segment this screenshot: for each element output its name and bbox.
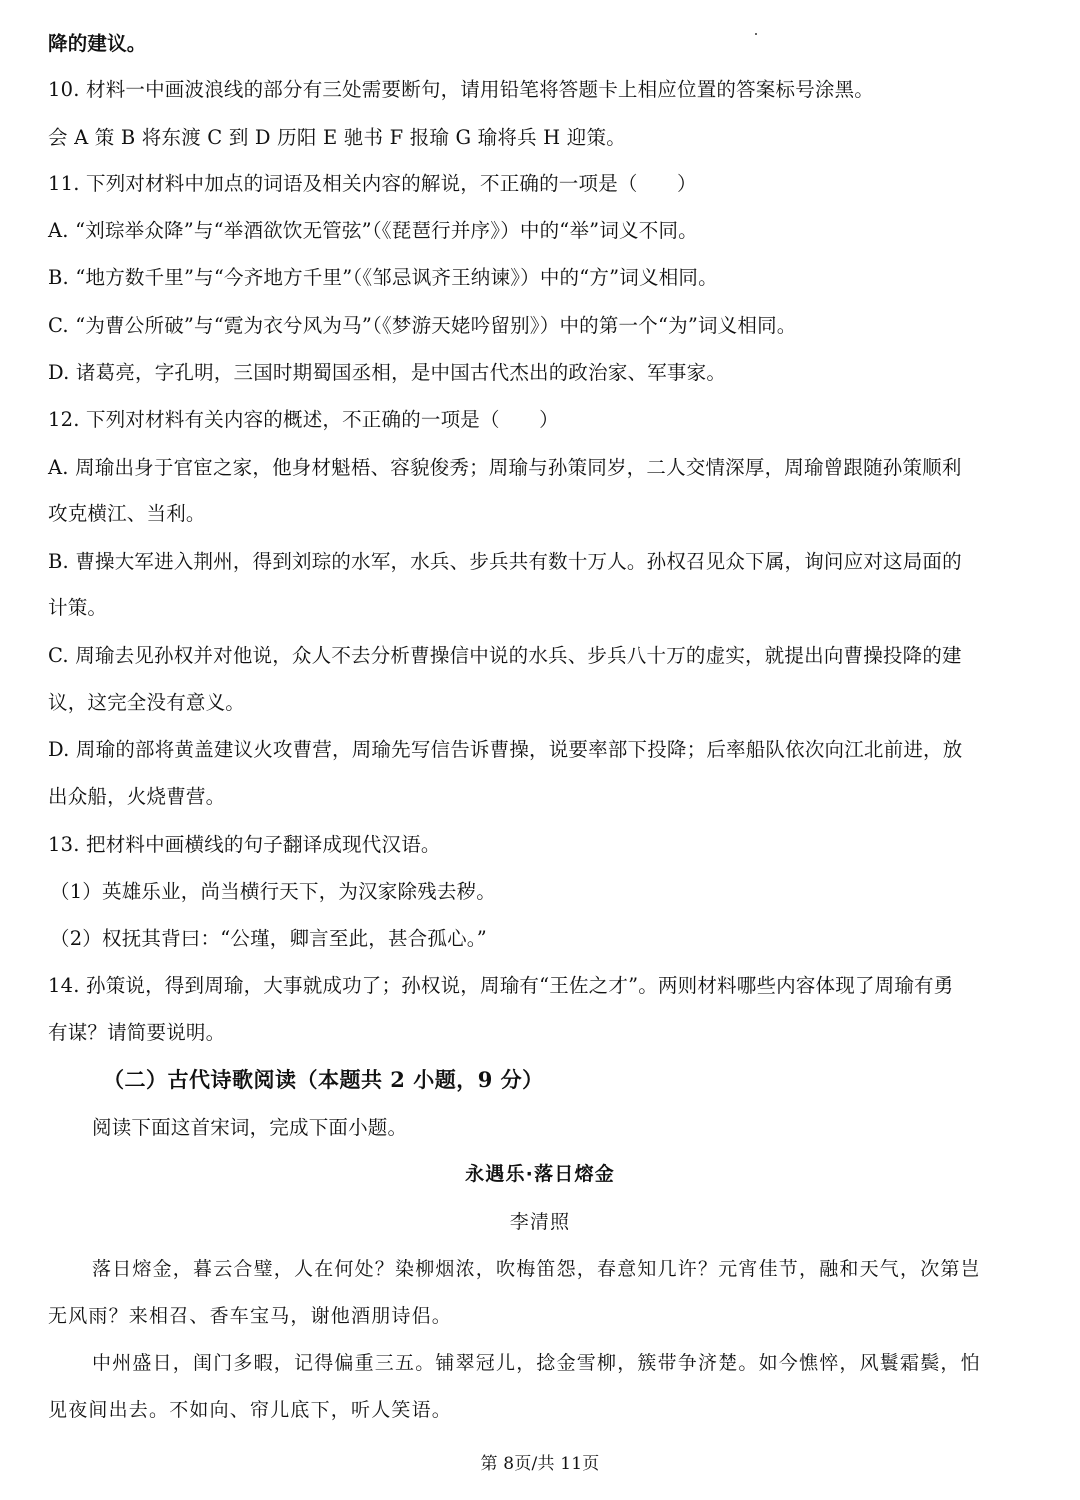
question-12-option-a-line1: A. 周瑜出身于官宦之家，他身材魁梧、容貌俊秀；周瑜与孙策同岁，二人交情深厚，周瑜曾跟随孙策顺利	[48, 456, 962, 479]
question-12: 12. 下列对材料有关内容的概述，不正确的一项是（ ）	[48, 408, 559, 431]
poem-stanza-2-line2: 见夜间出去。不如向、帘儿底下，听人笑语。	[48, 1399, 453, 1421]
scan-speck	[755, 33, 757, 35]
question-12-option-b-line2: 计策。	[48, 596, 108, 619]
question-10: 10. 材料一中画波浪线的部分有三处需要断句，请用铅笔将答题卡上相应位置的答案标号涂黑。	[48, 78, 875, 101]
question-12-option-a-line2: 攻克横江、当利。	[48, 502, 206, 525]
question-11: 11. 下列对材料中加点的词语及相关内容的解说，不正确的一项是（ ）	[48, 172, 697, 195]
question-12-option-d-line2: 出众船，火烧曹营。	[48, 785, 226, 808]
question-13-item-1: （1）英雄乐业，尚当横行天下，为汉家除残去秽。	[50, 880, 497, 903]
question-12-option-b-line1: B. 曹操大军进入荆州，得到刘琮的水军，水兵、步兵共有数十万人。孙权召见众下属，询问应对这局面的	[48, 550, 962, 573]
text-line-carryover: 降的建议。	[48, 32, 147, 55]
poem-stanza-1-line1: 落日熔金，暮云合璧，人在何处？染柳烟浓，吹梅笛怨，春意知几许？元宵佳节，融和天气，次第岂	[92, 1258, 981, 1280]
question-12-option-d-line1: D. 周瑜的部将黄盖建议火攻曹营，周瑜先写信告诉曹操，说要率部下投降；后率船队依次向江北前进，放	[48, 738, 963, 761]
section-heading: （二）古代诗歌阅读（本题共 2 小题，9 分）	[103, 1067, 544, 1092]
poem-stanza-1-line2: 无风雨？来相召、香车宝马，谢他酒朋诗侣。	[48, 1305, 453, 1327]
question-12-option-c-line1: C. 周瑜去见孙权并对他说，众人不去分析曹操信中说的水兵、步兵八十万的虚实，就提出向曹操投降的建	[48, 644, 962, 667]
question-12-option-c-line2: 议，这完全没有意义。	[48, 691, 246, 714]
question-11-option-a: A. “刘琮举众降”与“举酒欲饮无管弦”（《琵琶行并序》）中的“举”词义不同。	[48, 219, 698, 242]
poem-author: 李清照	[509, 1211, 571, 1233]
question-11-option-c: C. “为曹公所破”与“霓为衣兮风为马”（《梦游天姥吟留别》）中的第一个“为”词义相同。	[48, 314, 797, 337]
question-14-line1: 14. 孙策说，得到周瑜，大事就成功了；孙权说，周瑜有“王佐之才”。两则材料哪些内容体现了周瑜有勇	[48, 974, 954, 997]
question-13-item-2: （2）权抚其背曰：“公瑾，卿言至此，甚合孤心。”	[50, 927, 487, 950]
section-instruction: 阅读下面这首宋词，完成下面小题。	[92, 1116, 408, 1139]
page-footer: 第 8页/共 11页	[480, 1454, 600, 1474]
question-11-option-b: B. “地方数千里”与“今齐地方千里”（《邹忌讽齐王纳谏》）中的“方”词义相同。	[48, 266, 718, 289]
question-11-option-d: D. 诸葛亮，字孔明，三国时期蜀国丞相，是中国古代杰出的政治家、军事家。	[48, 361, 727, 384]
poem-stanza-2-line1: 中州盛日，闺门多暇，记得偏重三五。铺翠冠儿，捻金雪柳，簇带争济楚。如今憔悴，风鬟霜鬓，怕	[92, 1352, 981, 1374]
poem-title: 永遇乐·落日熔金	[465, 1163, 615, 1185]
question-13: 13. 把材料中画横线的句子翻译成现代汉语。	[48, 833, 441, 856]
question-14-line2: 有谋？请简要说明。	[48, 1021, 226, 1044]
question-10-sentence: 会 A 策 B 将东渡 C 到 D 历阳 E 驰书 F 报瑜 G 瑜将兵 H 迎策。	[48, 126, 626, 149]
